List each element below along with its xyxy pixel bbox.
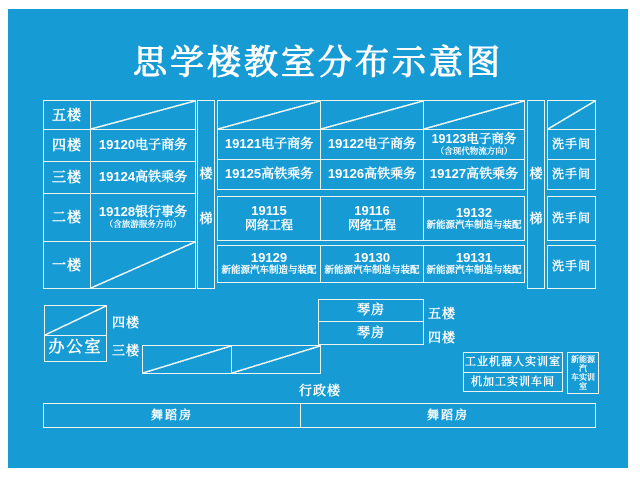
stairwell-left-char-bottom: 梯	[199, 210, 213, 226]
room-cell-19121: 19121电子商务	[218, 130, 321, 160]
room-cell-19122: 19122电子商务	[321, 130, 424, 160]
room-19130-number: 19130	[353, 250, 391, 266]
room-19115-name: 网络工程	[244, 218, 293, 233]
dance-room-left: 舞蹈房	[44, 404, 301, 427]
piano-room-block	[318, 299, 424, 345]
empty-cell-1f-left	[91, 242, 195, 288]
piano-room-5f: 琴房	[319, 300, 423, 322]
empty-cell-5f-left	[91, 101, 195, 130]
room-cell-19125: 19125高铁乘务	[218, 160, 321, 189]
room-19115-number: 19115	[251, 203, 287, 219]
empty-cell-5f-c2	[321, 101, 424, 130]
room-19128-subtitle: （含旅游服务方向）	[104, 219, 182, 230]
empty-cell-5f-c1	[218, 101, 321, 130]
room-19129-number: 19129	[250, 250, 288, 266]
floor-label-1f: 一楼	[44, 242, 91, 288]
empty-cell-5f-washroom	[548, 101, 595, 130]
room-cell-19120: 19120电子商务	[91, 130, 195, 162]
office-floor-bottom-label: 三楼	[112, 343, 141, 358]
room-cell-19115	[218, 197, 321, 240]
room-cell-19124: 19124高铁乘务	[91, 162, 195, 194]
nev-training-room	[568, 353, 598, 393]
washroom-cell-2f: 洗手间	[551, 210, 591, 225]
washroom-cell-4f: 洗手间	[548, 130, 595, 160]
piano-room-4f: 琴房	[356, 324, 385, 340]
admin-building-box	[142, 345, 321, 374]
stairwell-left	[197, 100, 215, 289]
floor-label-5f: 五楼	[44, 101, 91, 130]
room-19116-name: 网络工程	[347, 218, 396, 233]
nev-training-room-line1: 新能源汽	[571, 354, 595, 373]
room-19130-name: 新能源汽车制造与装配	[324, 265, 420, 276]
room-cell-19126: 19126高铁乘务	[321, 160, 424, 189]
dance-room-block	[43, 403, 596, 428]
room-19128-title: 19128银行事务	[98, 204, 188, 220]
room-19116-number: 19116	[354, 203, 390, 219]
stairwell-right-char-top: 楼	[529, 165, 543, 181]
floor-label-2f: 二楼	[44, 194, 91, 242]
floor-label-4f: 四楼	[44, 130, 91, 162]
main-table-left-block	[43, 100, 196, 289]
stairwell-left-char-top: 楼	[199, 165, 213, 181]
office-floor-top-label: 四楼	[112, 315, 141, 330]
room-19123-subtitle: （含现代物流方向）	[435, 145, 513, 156]
office-cell: 办公室	[48, 339, 103, 357]
blue-canvas	[8, 9, 628, 468]
stairwell-right	[527, 100, 545, 289]
nev-training-room-block	[567, 352, 599, 394]
machining-training-workshop: 机加工实训车间	[471, 375, 555, 388]
page-title: 思学楼教室分布示意图	[133, 44, 503, 82]
main-table-middle-2f-block	[217, 196, 525, 241]
room-19123-title: 19123电子商务	[431, 132, 517, 147]
admin-empty-cell-left	[143, 346, 232, 373]
washroom-1f-block	[547, 245, 596, 289]
room-cell-19130	[321, 246, 424, 282]
stairwell-right-char-bottom: 梯	[529, 210, 543, 226]
office-block	[44, 305, 107, 362]
room-cell-19128	[91, 194, 195, 242]
main-table-middle-1f-block	[217, 245, 525, 283]
piano-floor-top-label: 五楼	[428, 306, 457, 321]
room-cell-19116	[321, 197, 424, 240]
admin-empty-cell-right	[232, 346, 320, 373]
washroom-cell-1f: 洗手间	[551, 259, 591, 274]
room-19131-name: 新能源汽车制造与装配	[426, 265, 522, 276]
admin-building-label: 行政楼	[299, 383, 342, 398]
room-cell-19127: 19127高铁乘务	[429, 166, 519, 182]
room-cell-19131	[424, 246, 524, 282]
room-19129-name: 新能源汽车制造与装配	[221, 265, 317, 276]
main-table-middle-upper-block	[217, 100, 525, 190]
room-cell-19132	[424, 197, 524, 240]
floor-label-3f: 三楼	[44, 162, 91, 194]
empty-cell-office-4f	[45, 306, 106, 336]
room-19132-name: 新能源汽车制造与装配	[426, 219, 522, 231]
dance-room-right: 舞蹈房	[426, 407, 469, 422]
room-cell-19123	[424, 130, 524, 160]
washroom-2f-block	[547, 196, 596, 241]
piano-floor-bottom-label: 四楼	[428, 330, 457, 345]
training-room-block	[463, 352, 563, 392]
empty-cell-5f-c3	[424, 101, 524, 130]
room-19131-number: 19131	[455, 250, 493, 266]
room-cell-19129	[218, 246, 321, 282]
washroom-cell-3f: 洗手间	[551, 166, 591, 181]
washroom-upper-block	[547, 100, 596, 190]
nev-training-room-line2: 车实训室	[571, 373, 595, 392]
room-19132-number: 19132	[455, 204, 493, 220]
industrial-robot-training-room: 工业机器人实训室	[464, 353, 562, 373]
